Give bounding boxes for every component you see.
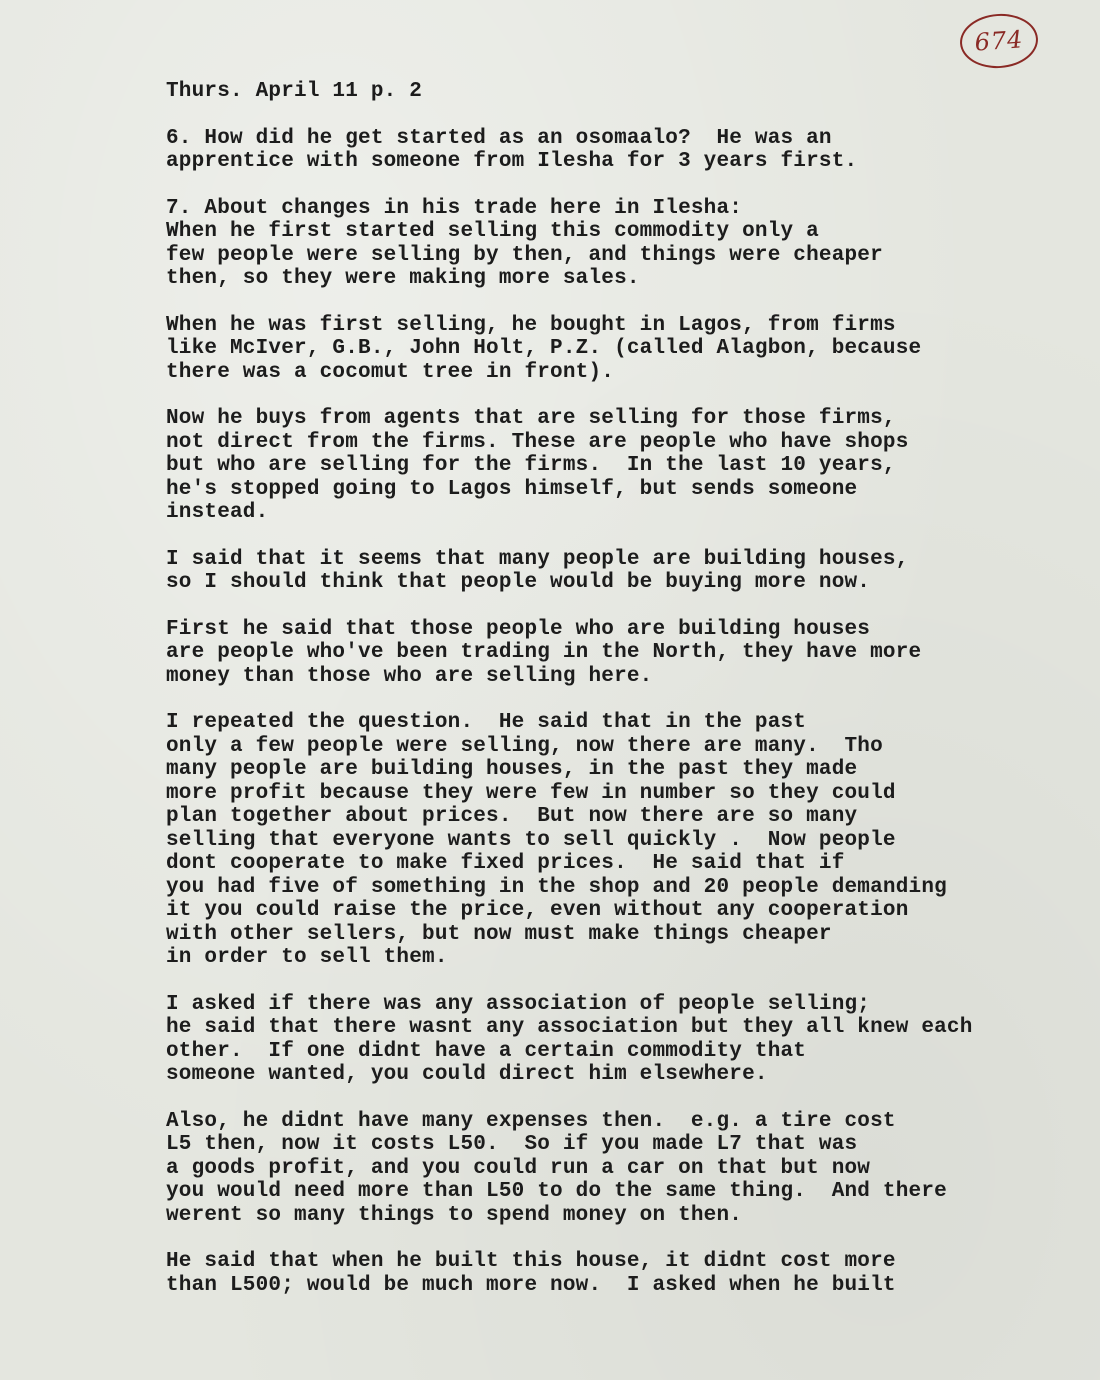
text-line: than L500; would be much more now. I asked when he built: [166, 1273, 896, 1297]
text-line: not direct from the firms. These are people who have shops: [166, 430, 909, 454]
page-header: Thurs. April 11 p. 2: [166, 80, 423, 103]
text-line: there was a cocomut tree in front).: [166, 360, 615, 384]
text-line: you would need more than L50 to do the same thing. And there: [166, 1180, 947, 1203]
text-line: Now he buys from agents that are selling for those firms,: [166, 407, 896, 430]
paragraph: [166, 1250, 1086, 1297]
text-line: 6. How did he get started as an osomaalo? He was an: [166, 126, 832, 150]
paragraph: [166, 993, 1086, 1087]
text-line: When he first started selling this commodity only a: [166, 220, 819, 243]
text-line: he said that there wasnt any association but they all knew each: [166, 1016, 973, 1039]
text-line: money than those who are selling here.: [166, 664, 653, 688]
text-line: then, so they were making more sales.: [166, 267, 640, 290]
paragraph: [166, 711, 1086, 970]
text-line: many people are building houses, in the past they made: [166, 758, 858, 781]
text-line: someone wanted, you could direct him elsewhere.: [166, 1063, 768, 1086]
paragraph: [166, 197, 1086, 291]
text-line: When he was first selling, he bought in Lagos, from firms: [166, 313, 896, 337]
text-line: apprentice with someone from Ilesha for 3 years first.: [166, 150, 858, 173]
text-line: you had five of something in the shop and 20 people demanding: [166, 875, 947, 899]
text-line: but who are selling for the firms. In the last 10 years,: [166, 454, 896, 477]
text-line: it you could raise the price, even without any cooperation: [166, 899, 909, 922]
text-line: are people who've been trading in the North, they have more: [166, 641, 922, 664]
text-line: instead.: [166, 501, 269, 524]
text-line: Also, he didnt have many expenses then. e.g. a tire cost: [166, 1109, 896, 1133]
document-body: [166, 80, 1086, 1320]
text-line: I said that it seems that many people are building houses,: [166, 547, 909, 571]
text-line: other. If one didnt have a certain commodity that: [166, 1039, 807, 1063]
text-line: selling that everyone wants to sell quickly . Now people: [166, 828, 896, 852]
text-line: he's stopped going to Lagos himself, but sends someone: [166, 477, 858, 501]
paragraph: [166, 314, 1086, 385]
page-number-stamp: 674: [958, 11, 1040, 70]
paragraph: [166, 548, 1086, 595]
paragraph: [166, 127, 1086, 174]
paragraph: [166, 618, 1086, 689]
text-line: First he said that those people who are building houses: [166, 617, 871, 641]
text-line: in order to sell them.: [166, 946, 448, 969]
text-line: 7. About changes in his trade here in Ilesha:: [166, 196, 743, 220]
text-line: I repeated the question. He said that in the past: [166, 711, 807, 734]
text-line: like McIver, G.B., John Holt, P.Z. (called Alagbon, because: [166, 337, 922, 360]
text-line: dont cooperate to make fixed prices. He said that if: [166, 852, 845, 875]
paragraph: [166, 1110, 1086, 1228]
paragraph: [166, 407, 1086, 525]
text-line: only a few people were selling, now there are many. Tho: [166, 734, 883, 758]
text-line: I asked if there was any association of people selling;: [166, 992, 871, 1016]
text-line: few people were selling by then, and things were cheaper: [166, 243, 883, 267]
text-line: He said that when he built this house, it didnt cost more: [166, 1250, 896, 1273]
text-line: plan together about prices. But now there are so many: [166, 805, 858, 828]
text-line: more profit because they were few in number so they could: [166, 781, 896, 805]
text-line: a goods profit, and you could run a car on that but now: [166, 1156, 871, 1180]
text-line: werent so many things to spend money on then.: [166, 1203, 743, 1227]
text-line: so I should think that people would be buying more now.: [166, 571, 871, 594]
text-line: with other sellers, but now must make things cheaper: [166, 922, 832, 946]
text-line: L5 then, now it costs L50. So if you made L7 that was: [166, 1133, 858, 1156]
